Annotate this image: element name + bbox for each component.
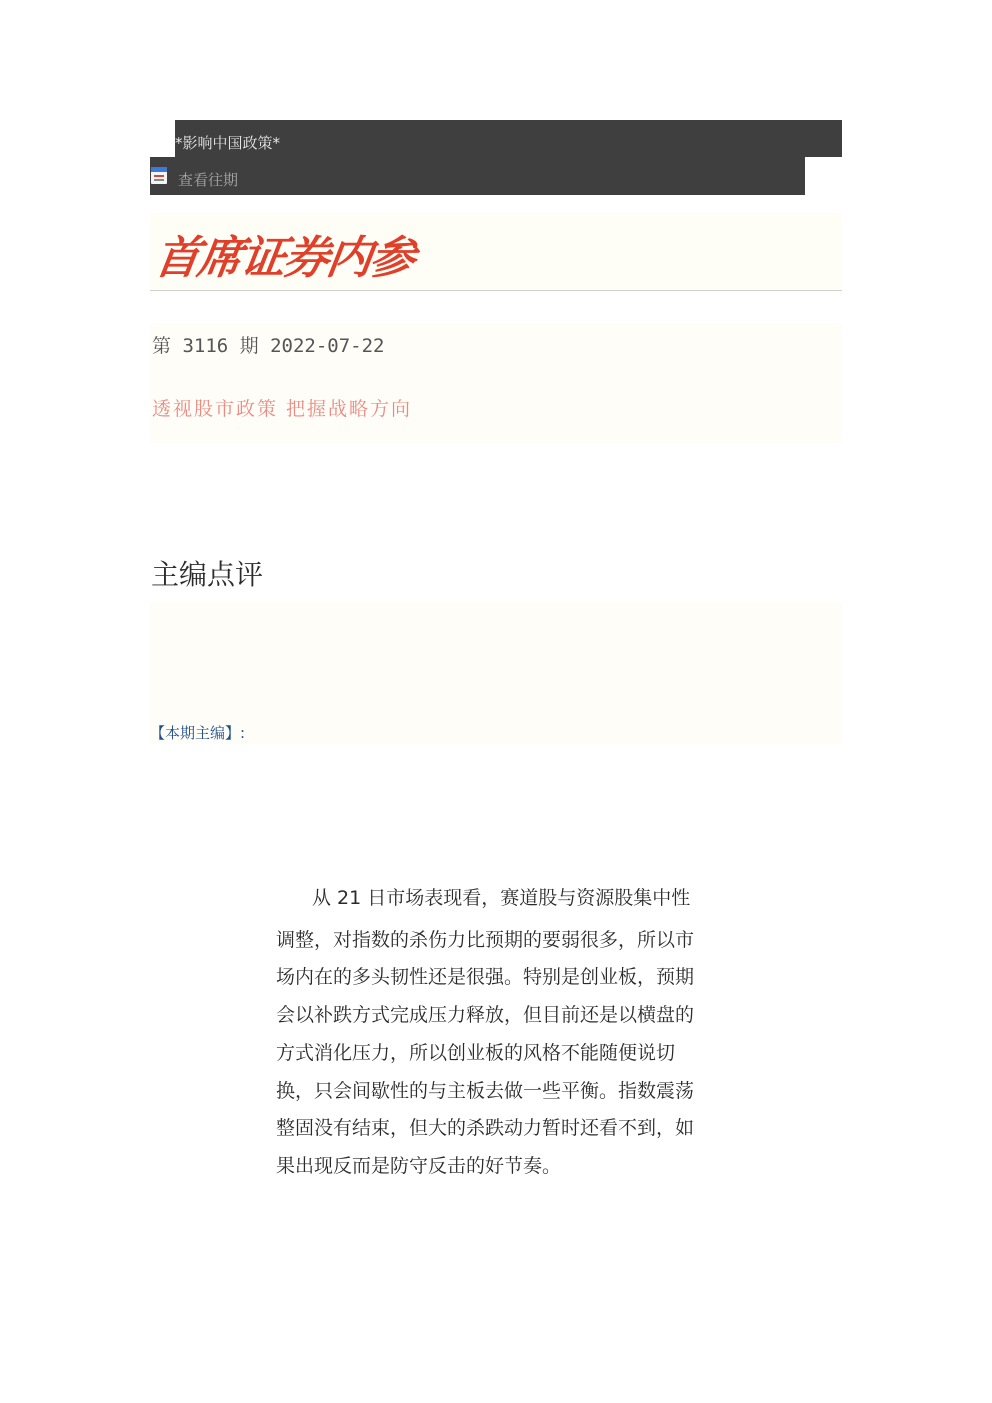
masthead-logo: 首席证券内参 [151,231,417,284]
archive-bar[interactable] [150,157,805,195]
issue-info: 第 3116 期 2022-07-22 [152,335,385,357]
editor-panel [150,602,842,744]
article-line: 调整，对指数的杀伤力比预期的要弱很多，所以市 [276,928,695,951]
article-line: 从 21 日市场表现看，赛道股与资源股集中性 [312,887,691,909]
article-line: 场内在的多头韧性还是很强。特别是创业板，预期 [276,966,695,989]
editor-label: 【本期主编】: [150,724,246,742]
masthead [150,213,842,290]
calendar-icon[interactable] [151,167,167,184]
policy-tagline: *影响中国政策* [175,134,281,152]
article-line: 整固没有结束，但大的杀跌动力暂时还看不到，如 [276,1117,695,1140]
section-title: 主编点评 [151,558,264,591]
issue-slogan: 透视股市政策 把握战略方向 [152,398,413,420]
article-body [276,880,720,1186]
archive-link[interactable]: 查看往期 [178,171,239,189]
article-line: 方式消化压力，所以创业板的风格不能随便说切 [276,1041,676,1064]
article-line: 换，只会间歇性的与主板去做一些平衡。指数震荡 [276,1079,695,1102]
article-line: 会以补跌方式完成压力释放，但目前还是以横盘的 [276,1004,695,1027]
article-line: 果出现反而是防守反击的好节奏。 [276,1154,562,1177]
masthead-divider [150,290,842,291]
policy-tagline-bar [175,120,842,157]
issue-panel [150,323,842,443]
